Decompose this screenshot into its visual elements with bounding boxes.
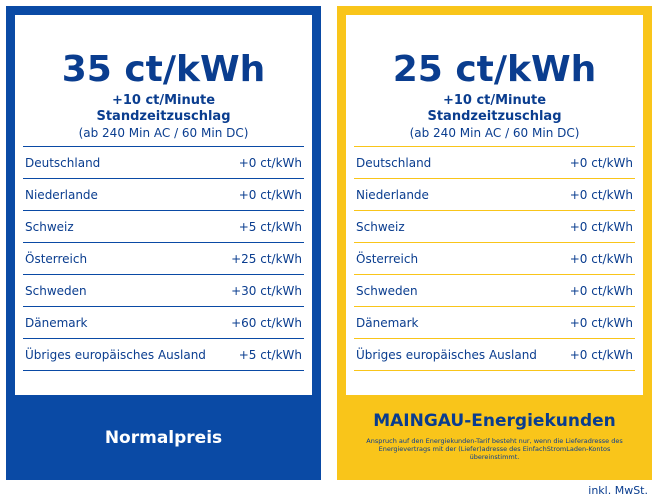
country-surcharge: +0 ct/kWh (569, 347, 633, 362)
table-row (354, 306, 635, 338)
country-name: Schweden (356, 283, 418, 298)
country-surcharge: +0 ct/kWh (238, 187, 302, 202)
footer-title: Normalpreis (104, 427, 223, 448)
energy-customer-card (337, 6, 652, 480)
country-surcharge: +0 ct/kWh (569, 283, 633, 298)
table-row (23, 210, 304, 242)
country-name: Übriges europäisches Ausland (356, 347, 537, 362)
surcharge-label: Standzeitzuschlag (427, 109, 562, 124)
country-name: Deutschland (25, 155, 101, 170)
table-row (23, 242, 304, 274)
country-name: Dänemark (356, 315, 419, 330)
price-label: 25 ct/kWh (392, 49, 597, 90)
country-name: Niederlande (25, 187, 98, 202)
footer-note: Anspruch auf den Energiekunden-Tarif besteht nur, wenn die Lieferadresse des Energievertrags mit der (Liefer)adresse des EinfachStromLaden-Kontos übereinstimmt. (366, 436, 623, 461)
surcharge-amount: +10 ct/Minute (442, 93, 547, 108)
country-surcharge: +30 ct/kWh (231, 283, 302, 298)
surcharge-condition: (ab 240 Min AC / 60 Min DC) (409, 126, 580, 140)
country-name: Niederlande (356, 187, 429, 202)
table-row (23, 338, 304, 371)
vat-note: inkl. MwSt. (588, 484, 648, 497)
card-footer (6, 395, 321, 480)
surcharge-condition: (ab 240 Min AC / 60 Min DC) (78, 126, 249, 140)
country-surcharge: +25 ct/kWh (231, 251, 302, 266)
table-row (354, 242, 635, 274)
normal-price-card (6, 6, 321, 480)
country-surcharge: +0 ct/kWh (569, 219, 633, 234)
country-surcharge: +5 ct/kWh (238, 347, 302, 362)
country-name: Schweiz (356, 219, 405, 234)
country-name: Dänemark (25, 315, 88, 330)
country-surcharge: +60 ct/kWh (231, 315, 302, 330)
surcharge-amount: +10 ct/Minute (111, 93, 216, 108)
country-surcharge: +0 ct/kWh (569, 251, 633, 266)
table-row (354, 338, 635, 371)
table-row (354, 178, 635, 210)
country-name: Österreich (25, 251, 88, 266)
table-row (354, 274, 635, 306)
price-label: 35 ct/kWh (61, 49, 266, 90)
country-surcharge: +5 ct/kWh (238, 219, 302, 234)
table-row (23, 146, 304, 178)
country-name: Österreich (356, 251, 419, 266)
country-name: Schweiz (25, 219, 74, 234)
country-name: Deutschland (356, 155, 432, 170)
country-surcharge: +0 ct/kWh (238, 155, 302, 170)
card-footer (337, 395, 652, 480)
table-row (354, 210, 635, 242)
country-surcharge: +0 ct/kWh (569, 315, 633, 330)
table-row (23, 178, 304, 210)
table-row (23, 274, 304, 306)
table-row (354, 146, 635, 178)
country-surcharge: +0 ct/kWh (569, 155, 633, 170)
footer-title: MAINGAU-Energiekunden (373, 410, 616, 431)
table-row (23, 306, 304, 338)
surcharge-label: Standzeitzuschlag (96, 109, 231, 124)
country-name: Übriges europäisches Ausland (25, 347, 206, 362)
country-name: Schweden (25, 283, 87, 298)
country-surcharge: +0 ct/kWh (569, 187, 633, 202)
country-table (23, 146, 304, 371)
country-table (354, 146, 635, 371)
